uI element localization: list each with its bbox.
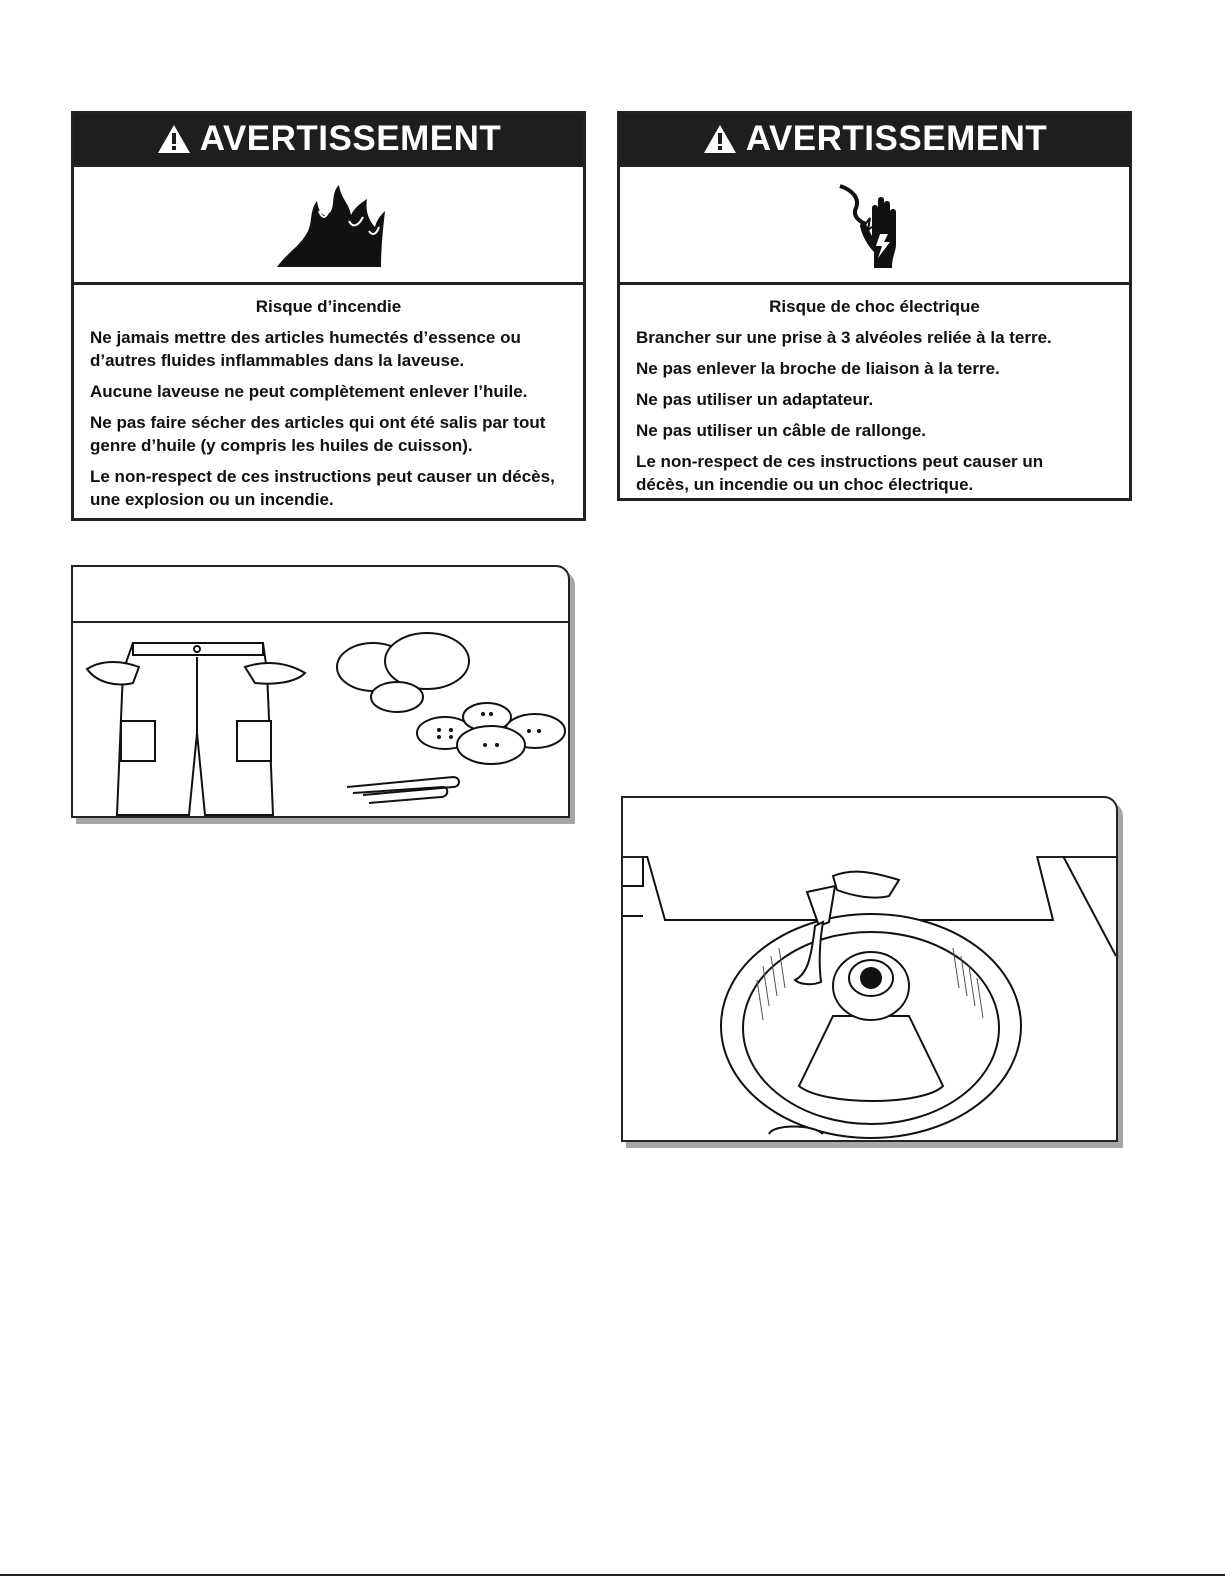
shock-warning-line: Ne pas utiliser un adaptateur.: [636, 390, 874, 409]
shock-warning-header: [620, 114, 1129, 167]
empty-pockets-illustration: [71, 565, 570, 818]
fire-icon: [269, 181, 389, 271]
warning-triangle-icon: [156, 123, 192, 155]
fire-warning-line: Ne pas faire sécher des articles qui ont été salis par tout genre d’huile (y compris les huiles de cuisson).: [90, 413, 546, 455]
fire-icon-area: [74, 167, 583, 285]
shock-warning-line: Ne pas enlever la broche de liaison à la terre.: [636, 359, 1000, 378]
shock-warning-line: Ne pas utiliser un câble de rallonge.: [636, 421, 927, 440]
fire-warning-line: Aucune laveuse ne peut complètement enlever l’huile.: [90, 382, 528, 401]
fire-warning-box: [71, 111, 586, 521]
warning-triangle-icon: [702, 123, 738, 155]
shock-warning-body: [620, 285, 1129, 510]
pouring-detergent-into-washer-illustration: [623, 856, 1116, 1140]
fire-warning-line: Le non-respect de ces instructions peut causer un décès, une explosion ou un incendie.: [90, 467, 555, 509]
shock-warning-line: Brancher sur une prise à 3 alvéoles reliée à la terre.: [636, 328, 1052, 347]
fire-warning-line: Ne jamais mettre des articles humectés d’essence ou d’autres fluides inflammables dans la laveuse.: [90, 328, 521, 370]
fire-warning-header-text: AVERTISSEMENT: [199, 119, 502, 158]
fire-risk-title: Risque d’incendie: [255, 297, 402, 316]
electric-shock-hand-icon: [830, 178, 920, 274]
illustration-caption-bar: [623, 798, 1116, 858]
shock-warning-header-text: AVERTISSEMENT: [745, 119, 1048, 158]
washer-detergent-illustration: [621, 796, 1118, 1142]
fire-warning-body: [74, 285, 583, 525]
shock-warning-line: Le non-respect de ces instructions peut causer un décès, un incendie ou un choc électrique.: [636, 452, 1044, 494]
fire-warning-header: [74, 114, 583, 167]
shock-risk-title: Risque de choc électrique: [769, 297, 980, 316]
shock-warning-box: [617, 111, 1132, 501]
empty-pockets-coins-buttons-pins-illustration: [73, 621, 568, 816]
page-footer-rule: [0, 1574, 1225, 1576]
shock-icon-area: [620, 167, 1129, 285]
illustration-caption-bar: [73, 567, 568, 623]
